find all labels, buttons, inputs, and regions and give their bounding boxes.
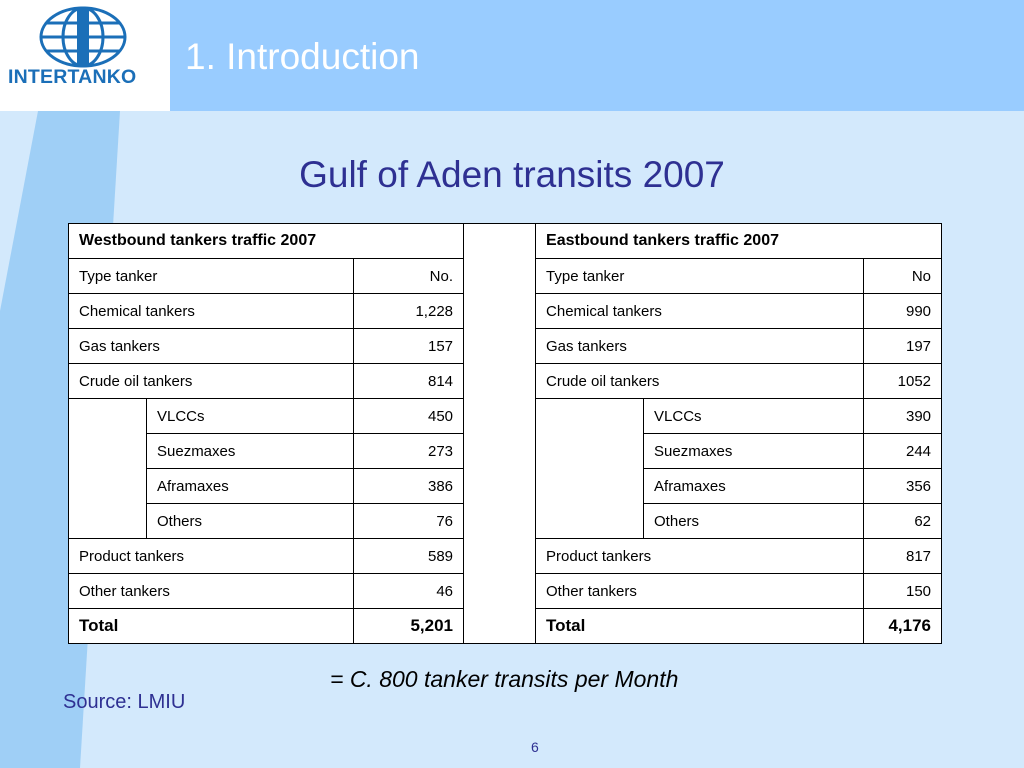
east-sub-label: Suezmaxes [644,434,864,469]
east-sub-value: 356 [864,469,942,504]
east-row-value: 197 [864,329,942,364]
east-sub-label: VLCCs [644,399,864,434]
east-sub-label: Aframaxes [644,469,864,504]
west-sub-indent [69,399,147,539]
east-sub-value: 390 [864,399,942,434]
table-spacer [464,224,536,644]
west-col-no: No. [354,259,464,294]
west-row-value: 814 [354,364,464,399]
east-row-label: Chemical tankers [536,294,864,329]
east-total-value: 4,176 [864,609,942,644]
east-row-label: Crude oil tankers [536,364,864,399]
west-row-value: 1,228 [354,294,464,329]
east-row-label: Gas tankers [536,329,864,364]
west-sub-label: Aframaxes [147,469,354,504]
transits-note: = C. 800 tanker transits per Month [330,666,679,692]
west-sub-value: 273 [354,434,464,469]
west-row-value: 589 [354,539,464,574]
west-sub-value: 76 [354,504,464,539]
west-sub-label: Others [147,504,354,539]
table-row [69,224,942,259]
east-row-value: 817 [864,539,942,574]
east-sub-label: Others [644,504,864,539]
east-col-type: Type tanker [536,259,864,294]
slide-subtitle: Gulf of Aden transits 2007 [299,154,725,195]
east-total-label: Total [536,609,864,644]
east-col-no: No [864,259,942,294]
source-label: Source: LMIU [63,691,186,713]
west-sub-label: VLCCs [147,399,354,434]
east-sub-indent [536,399,644,539]
west-total-value: 5,201 [354,609,464,644]
east-sub-value: 62 [864,504,942,539]
west-row-label: Chemical tankers [69,294,354,329]
east-row-label: Other tankers [536,574,864,609]
west-row-label: Gas tankers [69,329,354,364]
west-total-label: Total [69,609,354,644]
west-row-label: Crude oil tankers [69,364,354,399]
west-sub-label: Suezmaxes [147,434,354,469]
transits-table [68,223,942,644]
page-number: 6 [531,739,539,755]
west-row-value: 157 [354,329,464,364]
logo-text: INTERTANKO [8,66,137,88]
west-col-type: Type tanker [69,259,354,294]
west-row-label: Other tankers [69,574,354,609]
westbound-title: Westbound tankers traffic 2007 [69,224,464,259]
logo-container [0,0,170,111]
slide-title: 1. Introduction [185,36,420,77]
west-row-value: 46 [354,574,464,609]
west-row-label: Product tankers [69,539,354,574]
east-row-value: 1052 [864,364,942,399]
east-row-value: 150 [864,574,942,609]
east-row-value: 990 [864,294,942,329]
east-sub-value: 244 [864,434,942,469]
eastbound-title: Eastbound tankers traffic 2007 [536,224,942,259]
east-row-label: Product tankers [536,539,864,574]
globe-logo-icon [38,6,128,68]
west-sub-value: 386 [354,469,464,504]
west-sub-value: 450 [354,399,464,434]
